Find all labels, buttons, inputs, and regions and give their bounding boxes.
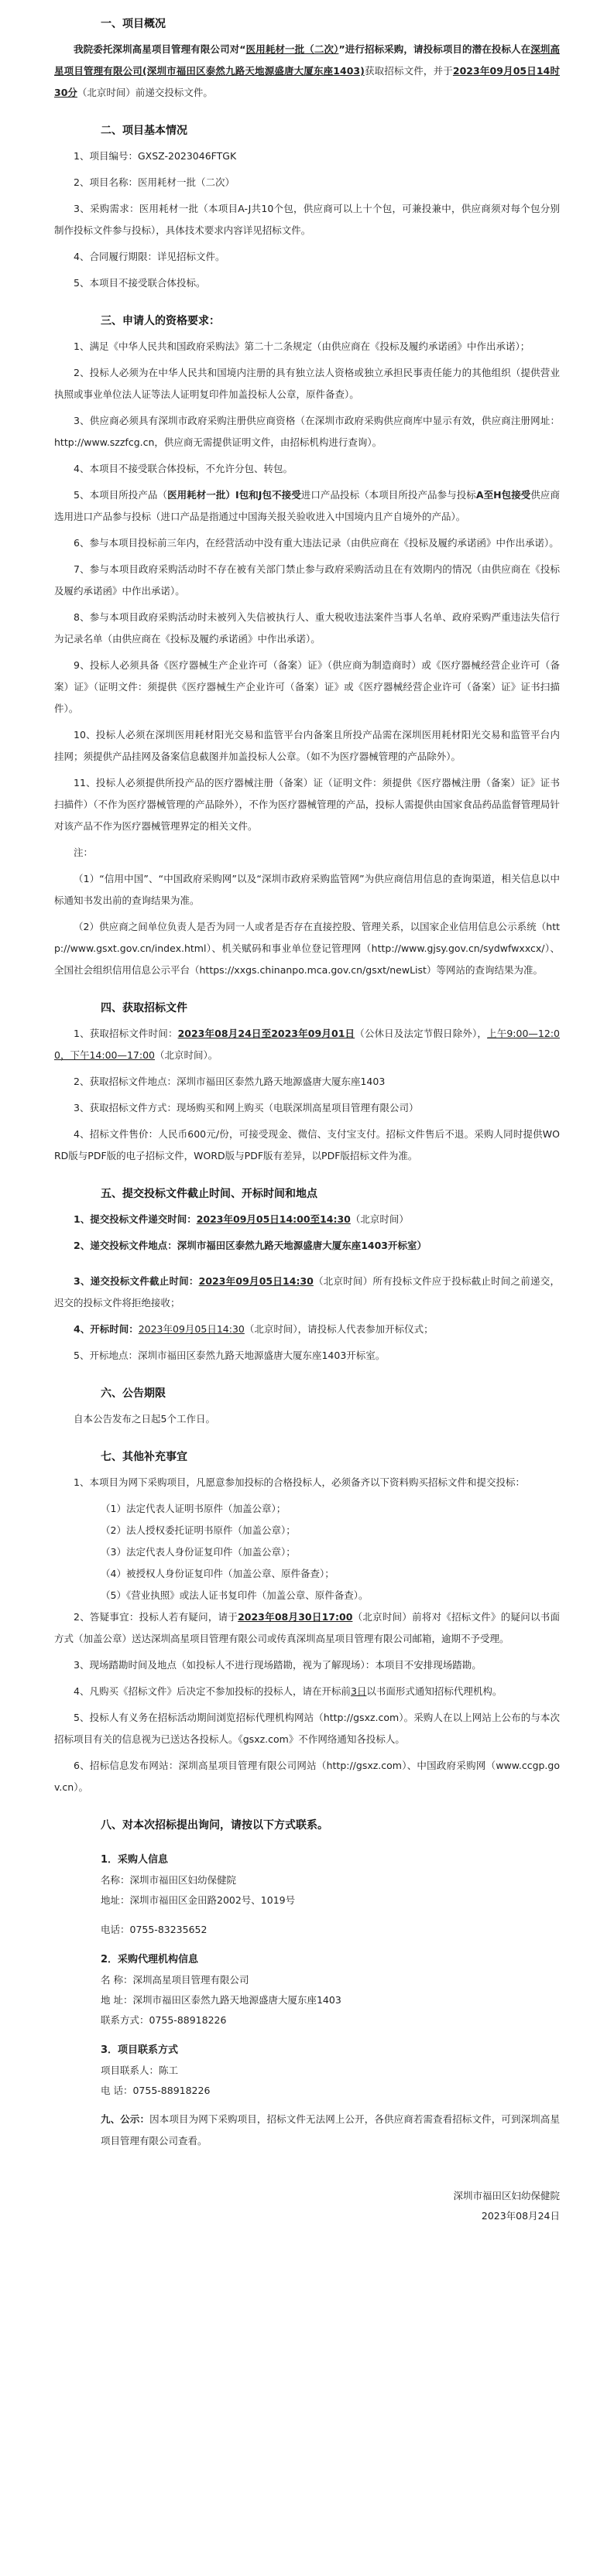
signature-date: 2023年08月24日 — [481, 2210, 560, 2222]
obtain-time-note: （公休日及法定节假日除外）， — [355, 1028, 488, 1039]
other-matter-6: 6、招标信息发布网站：深圳高星项目管理有限公司网站（http://gsxz.com）、中国政府采购网（www.ccgp.gov.cn）。 — [54, 1760, 560, 1793]
section-title-basic-info: 二、项目基本情况 — [101, 125, 187, 137]
required-doc-3: （3）法定代表人身份证复印件（加盖公章）； — [101, 1546, 296, 1558]
signature-block — [54, 2186, 560, 2226]
obtain-method: 3、获取招标文件方式：现场购买和网上购买（电联深圳高星项目管理有限公司） — [74, 1102, 419, 1114]
note-label: 注： — [74, 847, 94, 858]
purchaser-info-title: 1．采购人信息 — [101, 1854, 169, 1866]
document-price: 4、招标文件售价：人民币600元/份，可接受现金、微信、支付宝支付。招标文件售后不退。采购人同时提供WORD版与PDF版的电子招标文件，WORD版与PDF版有差异，以PDF版招标文件为准。 — [54, 1128, 560, 1161]
required-doc-2: （2）法人授权委托证明书原件（加盖公章）； — [101, 1524, 296, 1536]
qualification-7: 7、参与本项目政府采购活动时不存在被有关部门禁止参与政府采购活动且在有效期内的情况（由供应商在《投标及履约承诺函》中作出承诺）。 — [54, 563, 560, 597]
obtain-time — [54, 1023, 560, 1066]
overview-text-b: ”进行招标采购，请投标项目的潜在投标人在 — [338, 43, 531, 55]
agency-phone: 联系方式：0755-88918226 — [101, 2014, 227, 2026]
withdraw-text-b: 以书面形式通知招标代理机构。 — [366, 1685, 503, 1697]
qualification-3: 3、供应商必须具有深圳市政府采购注册供应商资格（在深圳市政府采购供应商库中显示有效，供应商注册网址：http://www.szzfcg.cn，供应商无需提供证明文件，由招标机构进行查询）。 — [54, 415, 560, 448]
withdraw-days: 3日 — [350, 1685, 367, 1697]
opening-place: 5、开标地点：深圳市福田区泰然九路天地源盛唐大厦东座1403开标室。 — [74, 1350, 386, 1361]
submission-deadline-item — [54, 1271, 560, 1314]
submission-time — [54, 1209, 560, 1230]
obtain-time-label: 1、获取招标文件时间： — [74, 1028, 178, 1039]
qualification-9: 9、投标人必须具备《医疗器械生产企业许可（备案）证》（供应商为制造商时）或《医疗器械经营企业许可（备案）证》（证明文件：须提供《医疗器械生产企业许可（备案）证》或《医疗器械经营企业许可（备案）证》证书扫描件）。 — [54, 659, 560, 714]
submission-time-suffix: （北京时间） — [350, 1213, 409, 1225]
project-number: 1、项目编号：GXSZ-2023046FTGK — [74, 150, 237, 162]
project-name: 2、项目名称：医用耗材一批（二次） — [74, 176, 235, 188]
qual5-text-e: 供应商选用进口产品参与投标（进口产品是指通过中国海关报关验收进入中国境内且产自境外的产品）。 — [54, 489, 560, 522]
required-doc-1: （1）法定代表人证明书原件（加盖公章）； — [101, 1503, 286, 1514]
opening-time — [54, 1319, 560, 1340]
document-pickup-place: 深圳高星项目管理有限公司(深圳市福田区泰然九路天地源盛唐大厦东座1403) — [54, 43, 560, 77]
qualification-1: 1、满足《中华人民共和国政府采购法》第二十二条规定（由供应商在《投标及履约承诺函》中作出承诺）； — [74, 340, 530, 352]
no-consortium: 5、本项目不接受联合体投标。 — [74, 277, 206, 289]
purchaser-address: 地址：深圳市福田区金田路2002号、1019号 — [101, 1894, 296, 1906]
submission-deadline: 2023年09月05日14时30分 — [54, 65, 560, 98]
qa-text-a: 2、答疑事宜：投标人若有疑问，请于 — [74, 1611, 238, 1623]
project-name-highlight: 医用耗材一批（二次） — [245, 43, 339, 55]
required-doc-4: （4）被授权人身份证复印件（加盖公章、原件备查）； — [101, 1568, 334, 1579]
other-matter-2 — [54, 1606, 560, 1650]
section-title-qualifications: 三、申请人的资格要求： — [101, 315, 220, 327]
qualification-2: 2、投标人必须为在中华人民共和国境内注册的具有独立法人资格或独立承担民事责任能力的其他组织（提供营业执照或事业单位法人证等法人证明复印件加盖投标人公章，原件备查）。 — [54, 367, 560, 400]
qualification-notes — [54, 842, 560, 981]
qualification-10: 10、投标人必须在深圳医用耗材阳光交易和监管平台内备案且所投产品需在深圳医用耗材阳光交易和监管平台内挂网；须提供产品挂网及备案信息截图并加盖投标人公章。（如不为医疗器械管理的产品除外）。 — [54, 729, 560, 762]
submission-place: 2、递交投标文件地点：深圳市福田区泰然九路天地源盛唐大厦东座1403开标室） — [74, 1240, 427, 1251]
opening-time-value: 2023年09月05日14:30 — [138, 1323, 245, 1335]
overview-text-c: 获取招标文件，并于 — [364, 65, 453, 77]
qual5-text-d: A至H包接受 — [475, 489, 531, 501]
section-title-overview: 一、项目概况 — [101, 18, 166, 30]
notice-period: 自本公告发布之日起5个工作日。 — [74, 1413, 215, 1425]
note-1: （1）“信用中国”、“中国政府采购网”以及“深圳市政府采购监管网”为供应商信用信息的查询渠道，相关信息以中标通知书发出前的查询结果为准。 — [54, 873, 560, 906]
other-matter-1: 1、本项目为网下采购项目，凡愿意参加投标的合格投标人，必须备齐以下资料购买招标文件和提交投标： — [74, 1476, 525, 1488]
signature-org: 深圳市福田区妇幼保健院 — [453, 2190, 560, 2201]
agency-info-title: 2．采购代理机构信息 — [101, 1954, 199, 1965]
overview-paragraph — [54, 39, 560, 104]
obtain-date-range: 2023年08月24日至2023年09月01日 — [177, 1028, 355, 1039]
obtain-time-suffix: （北京时间）。 — [155, 1049, 218, 1061]
qualification-6: 6、参与本项目投标前三年内，在经营活动中没有重大违法记录（由供应商在《投标及履约承诺函》中作出承诺）。 — [74, 537, 559, 549]
purchaser-name: 名称：深圳市福田区妇幼保健院 — [101, 1874, 237, 1886]
project-contact-phone: 电 话：0755-88918226 — [101, 2085, 211, 2096]
publicity-text: 因本项目为网下采购项目，招标文件无法网上公开，各供应商若需查看招标文件，可到深圳高星项目管理有限公司查看。 — [101, 2113, 560, 2147]
project-contact-person: 项目联系人：陈工 — [101, 2065, 179, 2076]
procurement-requirements: 3、采购需求：医用耗材一批（本项目A-J共10个包，供应商可以上十个包，可兼投兼中，供应商须对每个包分别制作投标文件参与投标），具体技术要求内容详见招标文件。 — [54, 203, 560, 236]
qual5-text-c: 进口产品投标（本项目所投产品参与投标 — [300, 489, 476, 501]
agency-name: 名 称：深圳高星项目管理有限公司 — [101, 1974, 249, 1986]
qual5-text-a: 5、本项目所投产品（ — [74, 489, 168, 501]
submission-deadline-label: 3、递交投标文件截止时间： — [74, 1275, 199, 1287]
section-title-other-matters: 七、其他补充事宜 — [101, 1451, 187, 1463]
qualification-11: 11、投标人必须提供所投产品的医疗器械注册（备案）证（证明文件：须提供《医疗器械注册（备案）证》证书扫描件）（不作为医疗器械管理的产品除外），不作为医疗器械管理的产品，投标人需提供由国家食品药品监督管理局针对该产品不作为医疗器械管理界定的相关文件。 — [54, 777, 560, 832]
qa-deadline: 2023年08月30日17:00 — [238, 1611, 353, 1623]
project-contact-title: 3．项目联系方式 — [101, 2044, 179, 2056]
qual5-text-b: 医用耗材一批）I包和J包不接受 — [167, 489, 301, 501]
section-title-publicity: 九、公示： — [101, 2113, 150, 2125]
agency-address: 地 址：深圳市福田区泰然九路天地源盛唐大厦东座1403 — [101, 1994, 341, 2006]
other-matter-3: 3、现场踏勘时间及地点（如投标人不进行现场踏勘，视为了解现场）：本项目不安排现场踏勘。 — [74, 1659, 482, 1671]
opening-time-note: （北京时间），请投标人代表参加开标仪式； — [244, 1323, 434, 1335]
submission-deadline-value: 2023年09月05日14:30 — [198, 1275, 314, 1287]
qualification-4: 4、本项目不接受联合体投标，不允许分包、转包。 — [74, 463, 293, 474]
required-doc-5: （5）《营业执照》或法人证书复印件（加盖公章、原件备查）。 — [101, 1589, 369, 1601]
qa-text-b: （北京时间）前将对《招标文件》的疑问以书面方式（加盖公章）送达深圳高星项目管理有限公司或传真深圳高星项目管理有限公司邮箱，逾期不予受理。 — [54, 1611, 560, 1644]
other-matter-5: 5、投标人有义务在招标活动期间浏览招标代理机构网站（http://gsxz.com）。采购人在以上网站上公布的与本次招标项目有关的信息视为已送达各投标人。《gsxz.com》不作网络通知各投标人。 — [54, 1712, 560, 1745]
opening-time-label: 4、开标时间： — [74, 1323, 139, 1335]
section-title-contact: 八、对本次招标提出询问，请按以下方式联系。 — [101, 1819, 328, 1832]
section-title-obtain-documents: 四、获取招标文件 — [101, 1002, 187, 1014]
withdraw-text-a: 4、凡购买《招标文件》后决定不参加投标的投标人，请在开标前 — [74, 1685, 351, 1697]
qualification-5 — [54, 484, 560, 528]
obtain-hours: 上午9:00—12:00，下午14:00—17:00 — [54, 1028, 560, 1061]
contract-period: 4、合同履行期限：详见招标文件。 — [74, 251, 225, 262]
note-2: （2）供应商之间单位负责人是否为同一人或者是否存在直接控股、管理关系，以国家企业信用信息公示系统（http://www.gsxt.gov.cn/index.html）、机关赋码和事业单位登记管理网（http://www.gjsy.gov.cn/sydwfwxxcx/）、全国社会组织信用信息公示平台（https://xxgs.chinanpo.mca.gov.cn/gsxt/newList）等网站的查询结果为准。 — [54, 921, 560, 976]
overview-text-a: 我院委托深圳高星项目管理有限公司对“ — [74, 43, 246, 55]
section-title-notice-period: 六、公告期限 — [101, 1387, 166, 1400]
purchaser-phone: 电话：0755-83235652 — [101, 1924, 208, 1935]
submission-time-label: 1、提交投标文件递交时间： — [74, 1213, 197, 1225]
submission-deadline-note: （北京时间）所有投标文件应于投标截止时间之前递交，迟交的投标文件将拒绝接收； — [54, 1275, 560, 1309]
section-title-submission-opening: 五、提交投标文件截止时间、开标时间和地点 — [101, 1188, 317, 1200]
publicity-paragraph — [54, 2109, 560, 2152]
qualification-8: 8、参与本项目政府采购活动时未被列入失信被执行人、重大税收违法案件当事人名单、政府采购严重违法失信行为记录名单（由供应商在《投标及履约承诺函》中作出承诺）。 — [54, 611, 560, 645]
overview-text-d: （北京时间）前递交投标文件。 — [77, 87, 213, 98]
other-matter-4 — [54, 1681, 560, 1702]
submission-time-value: 2023年09月05日14:00至14:30 — [196, 1213, 351, 1225]
obtain-place: 2、获取招标文件地点：深圳市福田区泰然九路天地源盛唐大厦东座1403 — [74, 1076, 386, 1087]
